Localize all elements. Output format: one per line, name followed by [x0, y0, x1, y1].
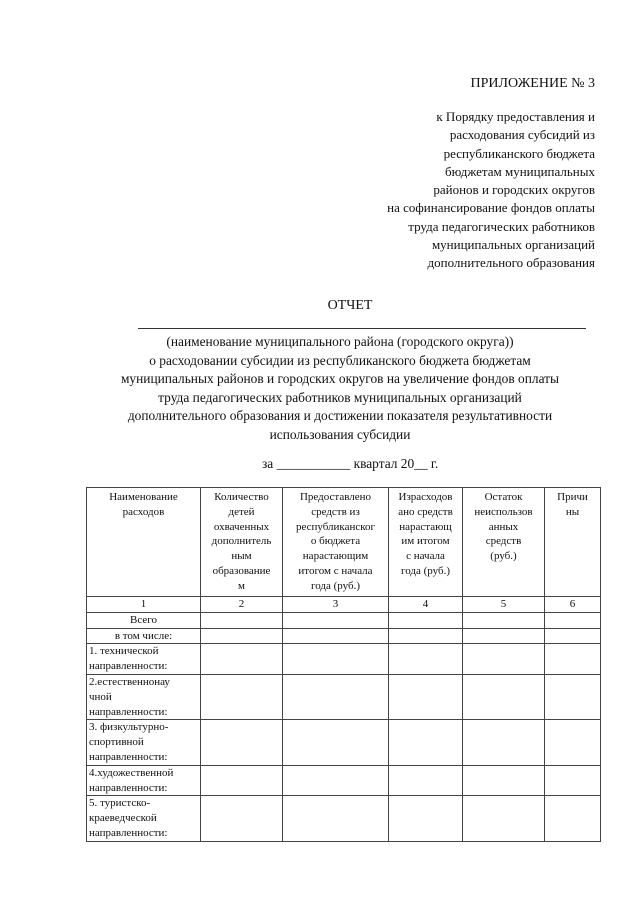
column-header-line: охваченных [213, 520, 270, 533]
column-header [463, 488, 545, 597]
row-label [87, 628, 201, 644]
column-header-line: Наименование [109, 491, 178, 503]
report-title: ОТЧЕТ [327, 298, 373, 313]
column-header-line: Израсходов [398, 491, 453, 503]
empty-cell [283, 644, 389, 675]
empty-cell [201, 644, 283, 675]
empty-cell [463, 796, 545, 841]
column-header-line: м [238, 579, 245, 592]
empty-cell [545, 796, 601, 841]
empty-cell [201, 628, 283, 644]
column-header-line: о бюджета [310, 535, 361, 548]
empty-cell [545, 644, 601, 675]
column-header-line: им итогом [401, 535, 450, 548]
row-label-line: в том числе: [114, 629, 173, 642]
empty-cell [389, 644, 463, 675]
report-line: (наименование муниципального района (городского округа)) [166, 334, 514, 349]
row-label [87, 796, 201, 841]
column-header-line: Предоставлено [299, 491, 372, 503]
appendix-line: муниципальных организаций [431, 237, 595, 253]
empty-cell [201, 796, 283, 841]
empty-cell [283, 628, 389, 644]
column-header-line: нарастающим [302, 550, 369, 563]
column-header-line: ны [565, 505, 580, 518]
empty-cell [389, 674, 463, 719]
column-number: 6 [545, 597, 601, 613]
column-header-line: расходов [122, 505, 165, 518]
column-header-line: республиканског [295, 520, 376, 533]
row-label-line: Всего [130, 613, 157, 626]
column-header [283, 488, 389, 597]
row-label [87, 674, 201, 719]
column-number: 2 [201, 597, 283, 613]
empty-cell [389, 628, 463, 644]
empty-cell [389, 796, 463, 841]
empty-cell [283, 612, 389, 628]
column-header-line: (руб.) [490, 550, 517, 563]
appendix-title: ПРИЛОЖЕНИЕ № 3 [470, 76, 595, 91]
row-label-line: 1. технической [89, 645, 159, 658]
appendix-line: на софинансирование фондов оплаты [387, 200, 595, 216]
appendix-line: труда педагогических работников [408, 218, 595, 234]
table-row [87, 612, 601, 628]
empty-cell [283, 720, 389, 765]
row-label [87, 612, 201, 628]
empty-cell [201, 765, 283, 796]
appendix-line: дополнительного образования [427, 255, 595, 271]
empty-cell [283, 765, 389, 796]
row-label-line: спортивной [89, 736, 144, 749]
empty-cell [201, 674, 283, 719]
appendix-line: к Порядку предоставления и [436, 109, 595, 124]
row-label-line: направленности: [89, 826, 168, 839]
report-line: дополнительного образования и достижении показателя результативности [127, 408, 553, 423]
column-header-line: итогом с начала [298, 564, 373, 577]
appendix-line: республиканского бюджета [443, 145, 595, 161]
table-row [87, 628, 601, 644]
column-number: 1 [87, 597, 201, 613]
row-label-line: 2.естественнонау [89, 675, 170, 688]
row-label-line: направленности: [89, 781, 168, 794]
column-header-line: нарастающ [399, 520, 452, 533]
report-line: о расходовании субсидии из республиканского бюджета бюджетам [149, 352, 531, 368]
column-header-line: детей [228, 505, 255, 518]
empty-cell [283, 674, 389, 719]
row-label-line: 3. физкультурно- [89, 721, 169, 734]
table-header-row [87, 488, 601, 597]
row-label [87, 720, 201, 765]
row-label-line: 5. туристско- [89, 797, 151, 810]
column-header-line: ано средств [398, 505, 453, 518]
row-label-line: направленности: [89, 750, 168, 763]
empty-cell [463, 674, 545, 719]
column-header-line: анных [488, 520, 519, 533]
column-header-line: Причи [557, 491, 588, 503]
row-label-line: направленности: [89, 660, 168, 673]
table-row [87, 644, 601, 675]
report-period: за ___________ квартал 20__ г. [262, 456, 439, 471]
report-subtitle [0, 333, 640, 444]
report-line: труда педагогических работников муниципальных организаций [158, 389, 522, 405]
appendix-line: расходования субсидий из [449, 127, 595, 143]
empty-cell [463, 765, 545, 796]
column-header-line: дополнитель [211, 535, 272, 548]
row-label-line: направленности: [89, 705, 168, 718]
report-line: муниципальных районов и городских округов на увеличение фондов оплаты [120, 371, 560, 386]
appendix-line: бюджетам муниципальных [445, 163, 595, 179]
report-line: использования субсидии [269, 426, 411, 442]
report-table [86, 487, 601, 842]
column-header-line: средств [485, 535, 522, 548]
empty-cell [283, 796, 389, 841]
column-header [87, 488, 201, 597]
row-label-line: краеведческой [89, 812, 157, 825]
appendix-description [340, 108, 595, 273]
column-header-line: Количество [214, 491, 269, 503]
empty-cell [201, 612, 283, 628]
column-header [545, 488, 601, 597]
table-row [87, 796, 601, 841]
column-header-line: Остаток [484, 491, 523, 503]
column-header-line: года (руб.) [310, 579, 361, 592]
empty-cell [545, 720, 601, 765]
column-header-line: с начала [406, 550, 445, 563]
column-number: 5 [463, 597, 545, 613]
row-label-line: чной [89, 690, 112, 703]
row-label [87, 765, 201, 796]
empty-cell [545, 628, 601, 644]
empty-cell [463, 720, 545, 765]
empty-cell [545, 765, 601, 796]
empty-cell [463, 628, 545, 644]
empty-cell [389, 612, 463, 628]
table-row [87, 720, 601, 765]
table-row [87, 674, 601, 719]
column-header-line: образование [212, 564, 271, 577]
column-header [389, 488, 463, 597]
empty-cell [389, 765, 463, 796]
column-header-line: неиспользов [474, 505, 533, 518]
fill-in-line [138, 328, 586, 329]
empty-cell [201, 720, 283, 765]
empty-cell [545, 612, 601, 628]
column-header-line: средств из [311, 505, 360, 518]
row-label [87, 644, 201, 675]
empty-cell [463, 612, 545, 628]
column-number-row [87, 597, 601, 613]
empty-cell [545, 674, 601, 719]
row-label-line: 4.художественной [89, 766, 174, 779]
column-header-line: ным [231, 550, 252, 563]
empty-cell [463, 644, 545, 675]
table-row [87, 765, 601, 796]
column-number: 3 [283, 597, 389, 613]
empty-cell [389, 720, 463, 765]
appendix-line: районов и городских округов [433, 182, 595, 198]
column-number: 4 [389, 597, 463, 613]
column-header [201, 488, 283, 597]
column-header-line: года (руб.) [400, 564, 451, 577]
